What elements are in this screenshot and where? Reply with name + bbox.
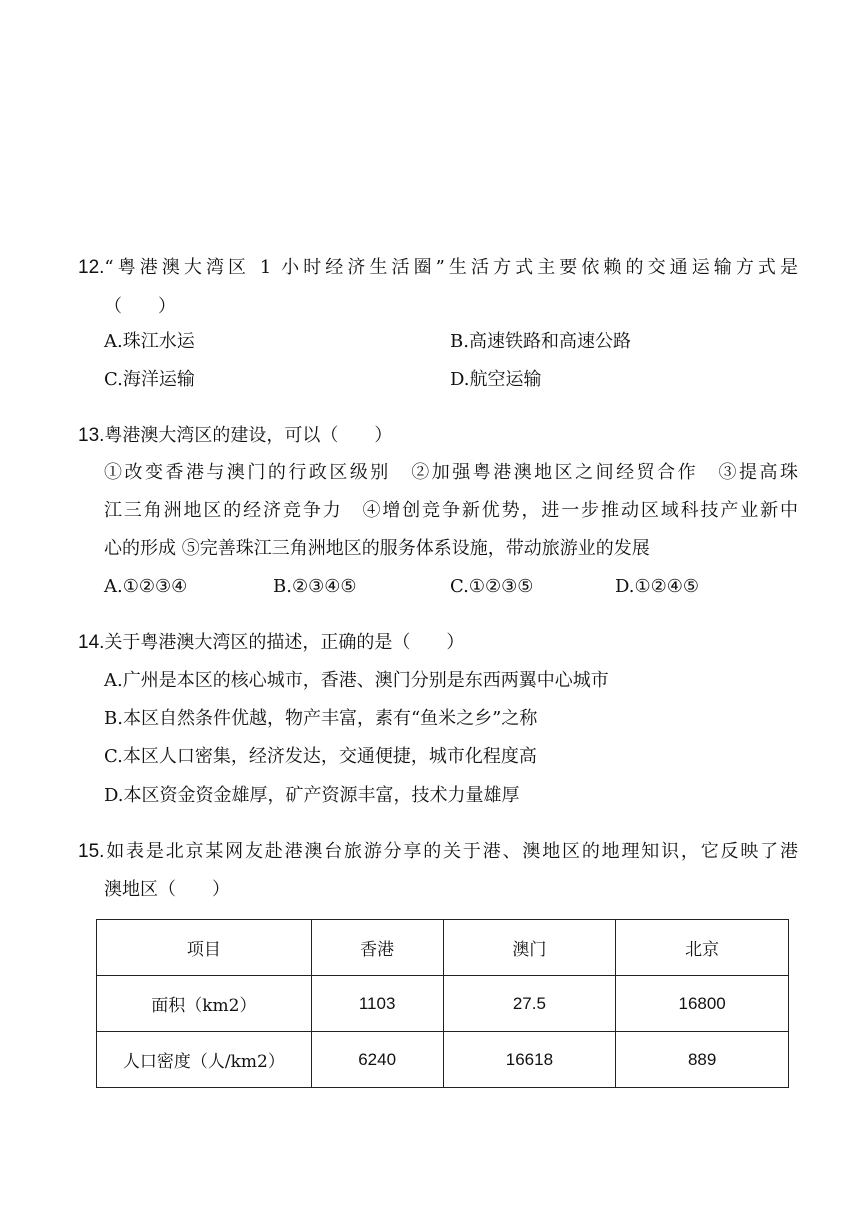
table-header-cell: 北京 (616, 920, 789, 976)
q15-stem-text: 如表是北京某网友赴港澳台旅游分享的关于港、澳地区的地理知识，它反映了港 (104, 841, 798, 862)
q13-body-line2: 江三角洲地区的经济竞争力 ④增创竞争新优势，进一步推动区域科技产业新中 (104, 500, 798, 521)
table-cell: 27.5 (443, 976, 616, 1032)
table-row (97, 1032, 789, 1088)
q12-number: 12. (78, 257, 105, 278)
table-row (97, 976, 789, 1032)
table-cell: 1103 (311, 976, 443, 1032)
table-header-cell: 项目 (97, 920, 312, 976)
table-cell: 16618 (443, 1032, 616, 1088)
q12-stem-line1 (78, 256, 798, 280)
q12-option-a[interactable]: A.珠江水运 (104, 331, 195, 352)
q14-stem (78, 631, 464, 655)
q13-body-line3: 心的形成 ⑤完善珠江三角洲地区的服务体系设施，带动旅游业的发展 (104, 538, 650, 559)
table-row-label: 人口密度（人/km2） (97, 1032, 312, 1088)
q15-stem-line1 (78, 840, 798, 864)
q15-data-table (96, 919, 789, 1088)
q13-option-c[interactable]: C.①②③⑤ (450, 576, 534, 597)
q12-option-b[interactable]: B.高速铁路和高速公路 (450, 331, 631, 352)
q14-number: 14. (78, 632, 105, 653)
table-row-label: 面积（km2） (97, 976, 312, 1032)
table-header-cell: 澳门 (443, 920, 616, 976)
q14-option-d[interactable]: D.本区资金资金雄厚，矿产资源丰富，技术力量雄厚 (104, 785, 520, 806)
q12-option-c[interactable]: C.海洋运输 (104, 369, 195, 390)
table-header-row (97, 920, 789, 976)
q14-option-a[interactable]: A.广州是本区的核心城市，香港、澳门分别是东西两翼中心城市 (104, 670, 609, 691)
q13-option-a[interactable]: A.①②③④ (104, 576, 188, 597)
q14-option-b[interactable]: B.本区自然条件优越，物产丰富，素有“鱼米之乡”之称 (104, 708, 538, 729)
table-cell: 889 (616, 1032, 789, 1088)
table-cell: 16800 (616, 976, 789, 1032)
q13-number: 13. (78, 425, 105, 446)
q14-option-c[interactable]: C.本区人口密集，经济发达，交通便捷，城市化程度高 (104, 746, 537, 767)
table-cell: 6240 (311, 1032, 443, 1088)
q12-option-d[interactable]: D.航空运输 (450, 369, 542, 390)
q13-option-b[interactable]: B.②③④⑤ (273, 576, 357, 597)
q13-stem (78, 424, 392, 448)
q15-number: 15. (78, 841, 105, 862)
q13-option-d[interactable]: D.①②④⑤ (615, 576, 700, 597)
table-header-cell: 香港 (311, 920, 443, 976)
q14-stem-text: 关于粤港澳大湾区的描述，正确的是（ ） (104, 632, 465, 653)
q13-body-line1: ①改变香港与澳门的行政区级别 ②加强粤港澳地区之间经贸合作 ③提高珠 (104, 462, 798, 483)
q12-stem-line2: （ ） (104, 296, 176, 317)
q15-stem-line2: 澳地区（ ） (104, 879, 230, 900)
q13-stem-text: 粤港澳大湾区的建设，可以（ ） (104, 425, 393, 446)
q12-stem-text: “粤港澳大湾区 1 小时经济生活圈”生活方式主要依赖的交通运输方式是 (104, 257, 798, 278)
